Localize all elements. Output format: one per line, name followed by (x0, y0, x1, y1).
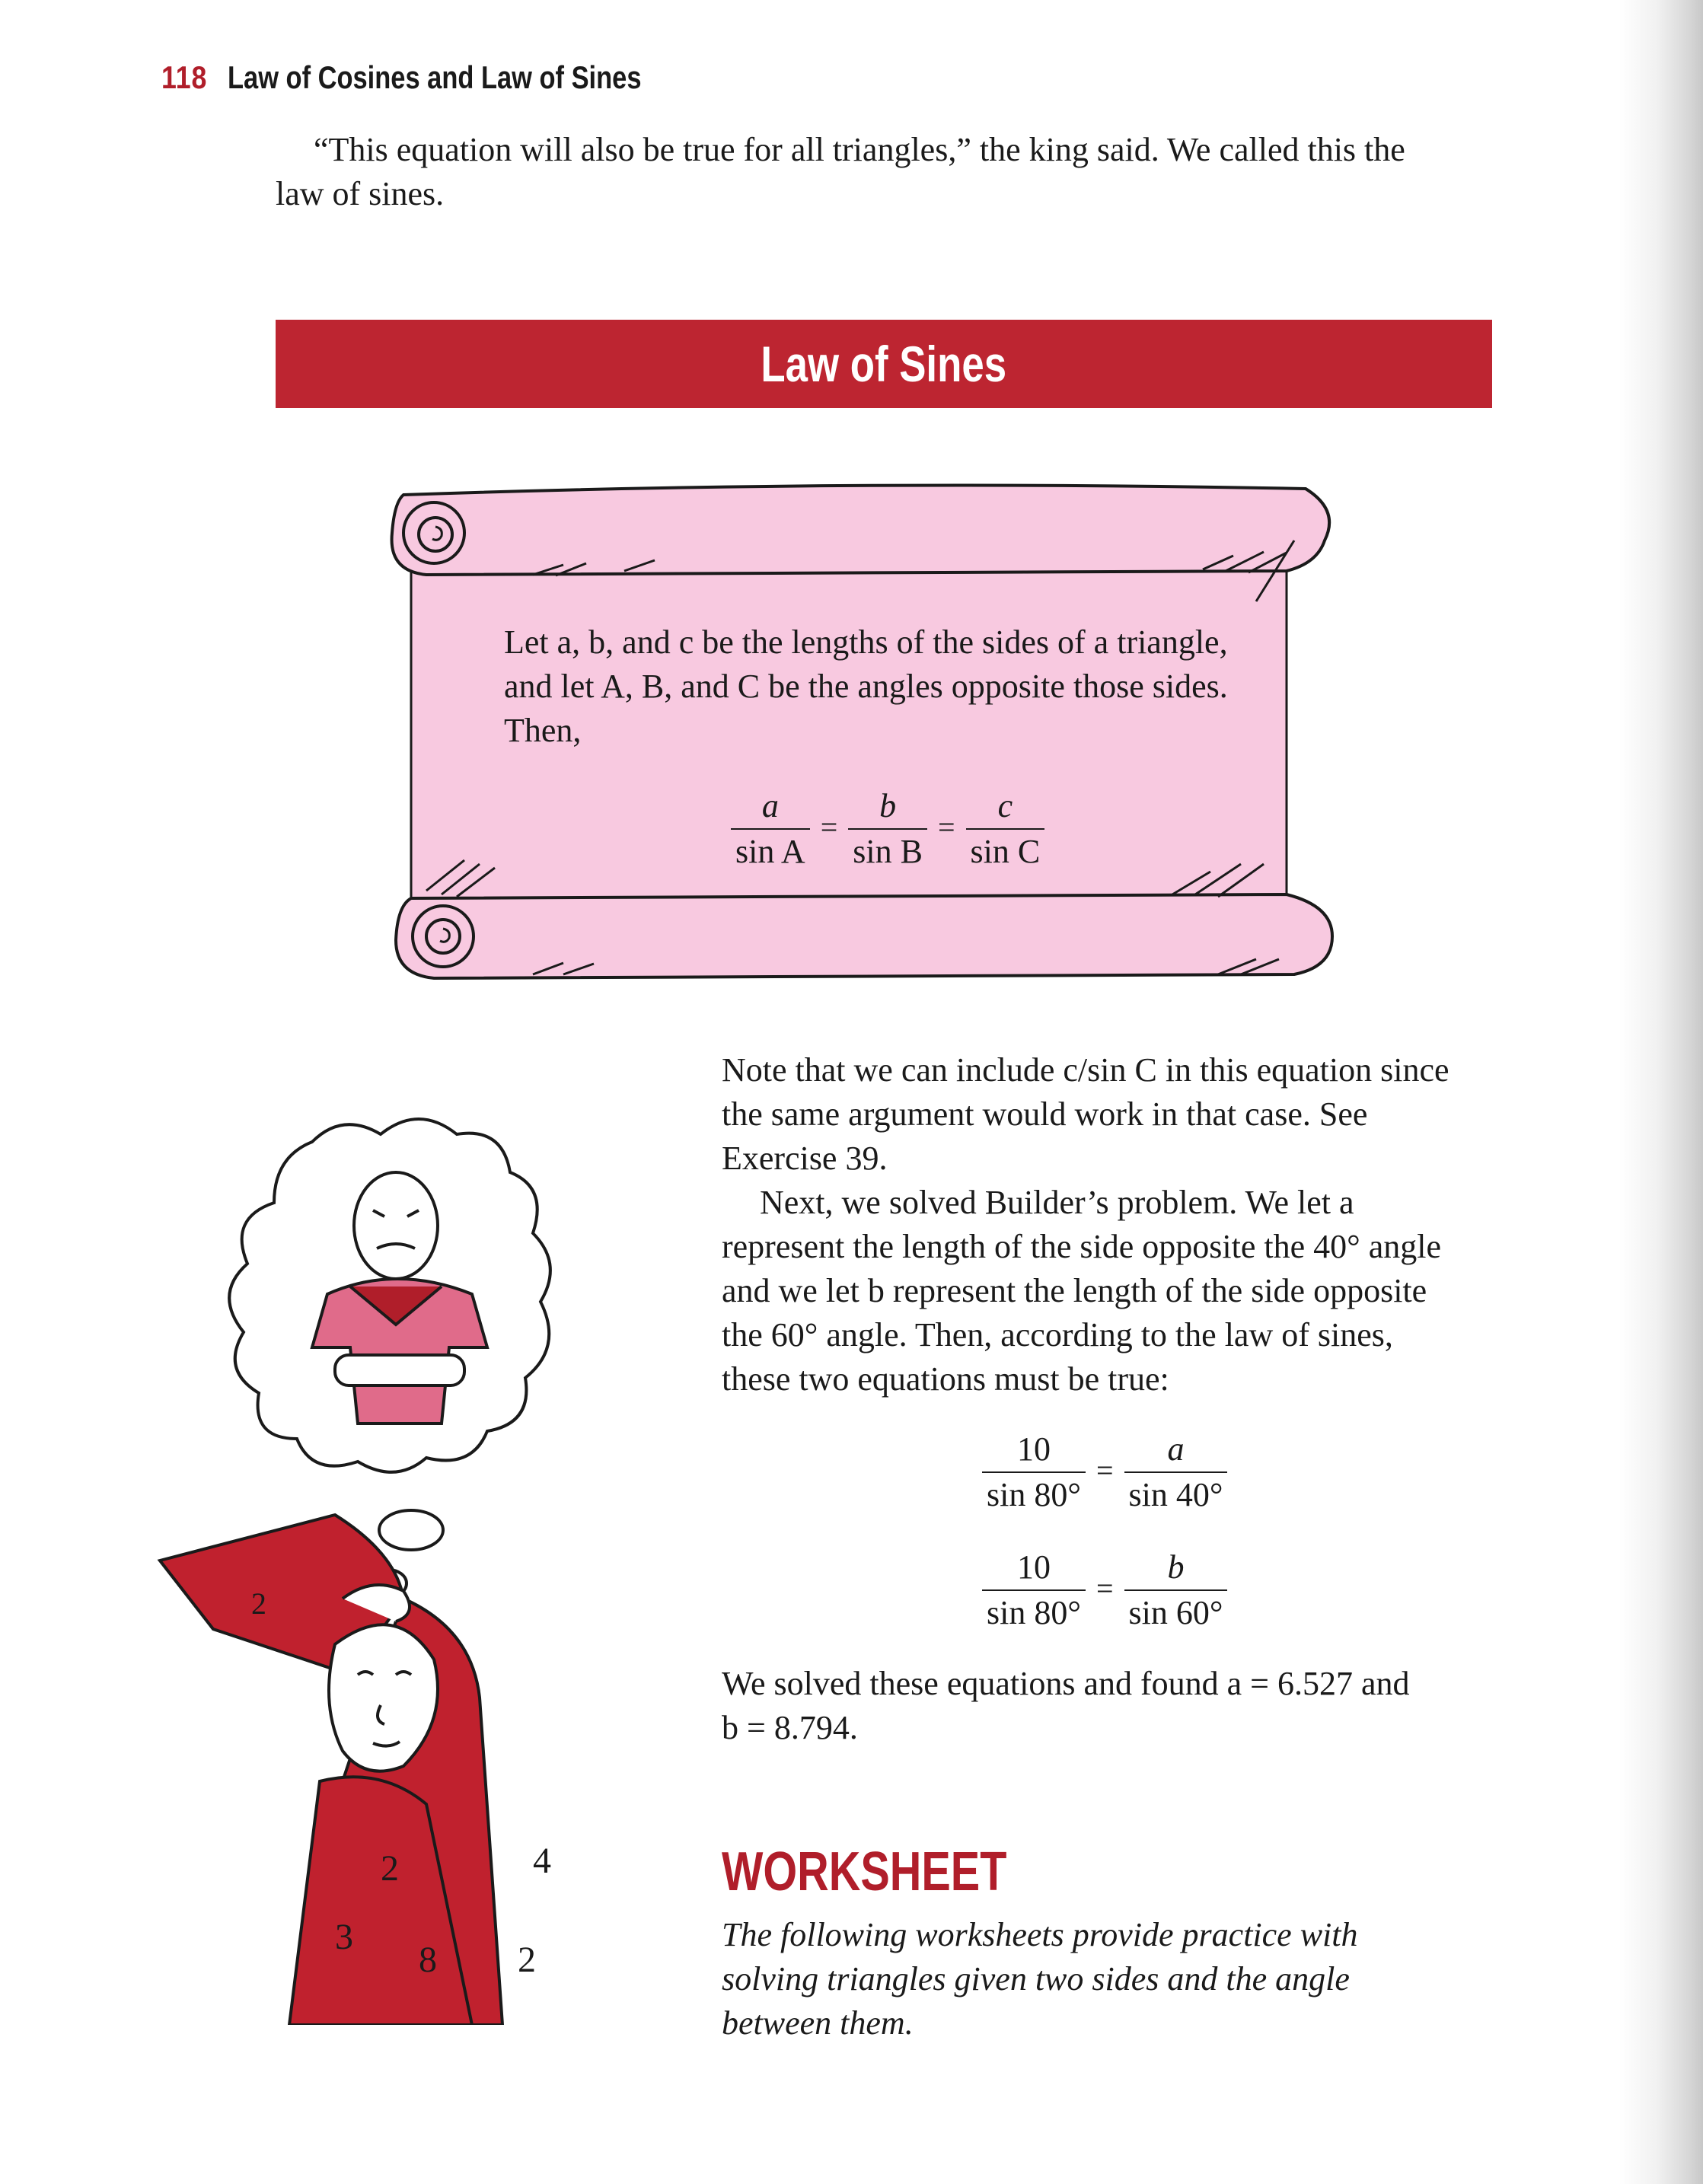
body-paragraph-3 (722, 1662, 1483, 1750)
scroll-line-1: Let a, b, and c be the lengths of the sides of a triangle, (504, 623, 1228, 661)
svg-text:3: 3 (335, 1917, 353, 1957)
intro-line-1: “This equation will also be true for all triangles,” the king said. We called this the (314, 131, 1405, 168)
eq2-numerator-right: b (1167, 1548, 1185, 1586)
p2-line-1: Next, we solved Builder’s problem. We let a (760, 1184, 1354, 1221)
p2-line-3: and we let b represent the length of the side opposite (722, 1272, 1427, 1309)
scroll-text (504, 620, 1303, 753)
eq1-denominator-left: sin 80° (982, 1471, 1086, 1517)
ws-line-1: The following worksheets provide practice with (722, 1916, 1358, 1953)
section-title: Law of Sines (761, 336, 1007, 392)
eq2-numerator-left: 10 (1016, 1548, 1051, 1586)
p2-line-4: the 60° angle. Then, according to the law of sines, (722, 1316, 1393, 1353)
svg-text:2: 2 (381, 1848, 399, 1889)
equation-1 (982, 1427, 1227, 1517)
wizard-cartoon-illustration (152, 1096, 700, 2025)
eq2-left-fraction (982, 1545, 1086, 1635)
equals-sign: = (937, 810, 955, 844)
denominator-sin-b: sin B (848, 828, 927, 874)
p2-line-5: these two equations must be true: (722, 1360, 1169, 1398)
body-paragraph-2 (722, 1181, 1483, 1401)
worksheet-heading: WORKSHEET (722, 1841, 1007, 1902)
eq2-right-fraction (1124, 1545, 1228, 1635)
scroll-line-2: and let A, B, and C be the angles opposite those sides. (504, 668, 1228, 705)
running-head (161, 59, 732, 105)
svg-text:8: 8 (419, 1940, 437, 1980)
eq1-left-fraction (982, 1427, 1086, 1517)
scroll-line-3: Then, (504, 712, 582, 749)
equation-2 (982, 1545, 1227, 1635)
page-number: 118 (161, 59, 208, 95)
ws-line-2: solving triangles given two sides and the angle (722, 1960, 1350, 1997)
svg-text:4: 4 (533, 1841, 551, 1881)
eq2-denominator-left: sin 80° (982, 1589, 1086, 1635)
numerator-b: b (879, 787, 897, 824)
equals-sign: = (1095, 1453, 1114, 1487)
section-banner (276, 320, 1492, 408)
numerator-c: c (997, 787, 1013, 824)
eq1-right-fraction (1124, 1427, 1228, 1517)
intro-line-2: law of sines. (276, 175, 445, 212)
p1-line-3: Exercise 39. (722, 1140, 888, 1177)
body-paragraph-1 (722, 1048, 1483, 1181)
numerator-a: a (761, 787, 779, 824)
fraction-a (731, 784, 810, 874)
fraction-b (848, 784, 927, 874)
p1-line-1: Note that we can include c/sin C in this equation since (722, 1051, 1449, 1089)
eq2-denominator-right: sin 60° (1124, 1589, 1228, 1635)
p2-line-2: represent the length of the side opposite the 40° angle (722, 1228, 1441, 1265)
equals-sign: = (820, 810, 838, 844)
running-title: Law of Cosines and Law of Sines (227, 59, 642, 95)
eq1-numerator-left: 10 (1016, 1430, 1051, 1468)
p3-line-1: We solved these equations and found a = 6.527 and (722, 1665, 1410, 1702)
law-of-sines-formula (731, 784, 1044, 874)
p1-line-2: the same argument would work in that case. See (722, 1095, 1368, 1133)
denominator-sin-a: sin A (731, 828, 810, 874)
worksheet-description (722, 1913, 1453, 2045)
denominator-sin-c: sin C (966, 828, 1045, 874)
svg-text:2: 2 (251, 1586, 266, 1621)
eq1-denominator-right: sin 40° (1124, 1471, 1228, 1517)
p3-line-2: b = 8.794. (722, 1709, 858, 1746)
intro-paragraph (276, 128, 1463, 216)
svg-text:2: 2 (518, 1940, 536, 1980)
page-edge-shadow (1619, 0, 1703, 2184)
fraction-c (966, 784, 1045, 874)
eq1-numerator-right: a (1167, 1430, 1185, 1468)
equals-sign: = (1095, 1571, 1114, 1605)
ws-line-3: between them. (722, 2004, 914, 2042)
